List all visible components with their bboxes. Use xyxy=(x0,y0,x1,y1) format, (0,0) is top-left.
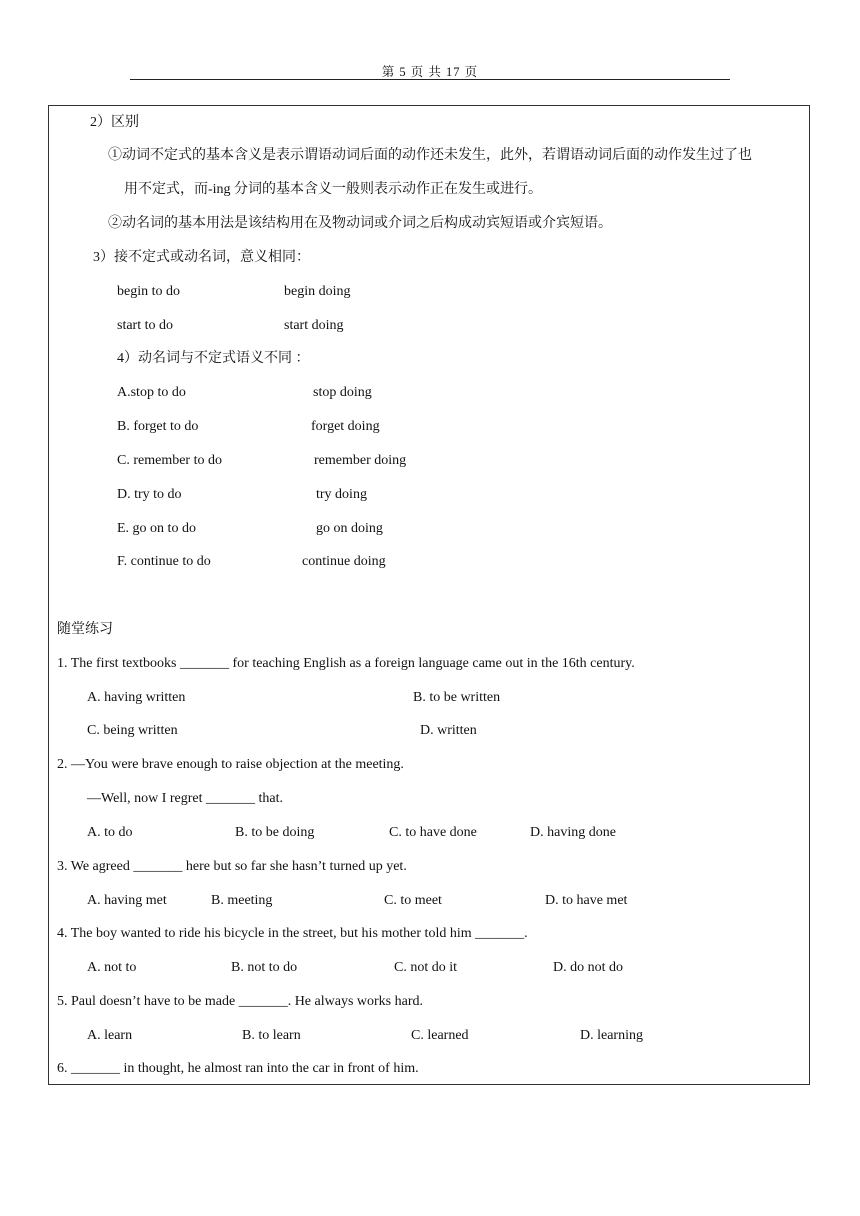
question-5-option-b: B. to learn xyxy=(242,1028,301,1043)
pair-right: go on doing xyxy=(316,521,383,536)
question-2-stem: 2. —You were brave enough to raise objection at the meeting. xyxy=(57,757,404,772)
question-1-option-a: A. having written xyxy=(87,690,186,705)
section-2-paragraph-1-line-2: 用不定式，而-ing 分词的基本含义一般则表示动作正在发生或进行。 xyxy=(124,182,543,197)
question-4-option-d: D. do not do xyxy=(553,960,623,975)
pair-left: start to do xyxy=(117,318,173,333)
pair-left: A.stop to do xyxy=(117,385,186,400)
question-2-option-a: A. to do xyxy=(87,825,133,840)
pair-right: remember doing xyxy=(314,453,407,468)
question-6-stem: 6. _______ in thought, he almost ran into the car in front of him. xyxy=(57,1061,419,1076)
section-2-title: 2）区别 xyxy=(90,115,139,130)
pair-right: try doing xyxy=(316,487,367,502)
page-number-header: 第 5 页 共 17 页 xyxy=(381,65,479,79)
pair-right: forget doing xyxy=(311,419,380,434)
pair-left: E. go on to do xyxy=(117,521,196,536)
question-1-option-c: C. being written xyxy=(87,723,178,738)
exercise-title: 随堂练习 xyxy=(57,622,113,637)
question-5-option-d: D. learning xyxy=(580,1028,643,1043)
question-3-option-d: D. to have met xyxy=(545,893,628,908)
pair-right: start doing xyxy=(284,318,344,333)
header-rule xyxy=(130,79,730,80)
question-3-stem: 3. We agreed _______ here but so far she hasn’t turned up yet. xyxy=(57,859,407,874)
question-2-option-b: B. to be doing xyxy=(235,825,315,840)
question-1-option-d: D. written xyxy=(420,723,477,738)
pair-left: F. continue to do xyxy=(117,554,211,569)
pair-right: stop doing xyxy=(313,385,372,400)
pair-right: begin doing xyxy=(284,284,351,299)
question-3-option-c: C. to meet xyxy=(384,893,442,908)
question-1-option-b: B. to be written xyxy=(413,690,501,705)
question-4-option-b: B. not to do xyxy=(231,960,298,975)
question-2-option-d: D. having done xyxy=(530,825,616,840)
section-3-title: 3）接不定式或动名词，意义相同： xyxy=(93,250,310,265)
question-4-option-a: A. not to xyxy=(87,960,137,975)
question-3-option-b: B. meeting xyxy=(211,893,273,908)
pair-right: continue doing xyxy=(302,554,386,569)
question-2-option-c: C. to have done xyxy=(389,825,477,840)
question-5-option-a: A. learn xyxy=(87,1028,133,1043)
question-2-stem-reply: —Well, now I regret _______ that. xyxy=(87,791,283,806)
question-5-option-c: C. learned xyxy=(411,1028,469,1043)
question-3-option-a: A. having met xyxy=(87,893,167,908)
section-2-paragraph-1-line-1: ①动词不定式的基本含义是表示谓语动词后面的动作还未发生，此外，若谓语动词后面的动作发生过了也 xyxy=(108,148,752,163)
question-4-stem: 4. The boy wanted to ride his bicycle in the street, but his mother told him _______. xyxy=(57,926,528,941)
section-4-title: 4）动名词与不定式语义不同 ： xyxy=(117,351,310,366)
pair-left: B. forget to do xyxy=(117,419,199,434)
pair-left: D. try to do xyxy=(117,487,182,502)
pair-left: C. remember to do xyxy=(117,453,222,468)
question-5-stem: 5. Paul doesn’t have to be made _______. He always works hard. xyxy=(57,994,423,1009)
pair-left: begin to do xyxy=(117,284,180,299)
section-2-paragraph-2: ②动名词的基本用法是该结构用在及物动词或介词之后构成动宾短语或介宾短语。 xyxy=(108,216,612,231)
question-1-stem: 1. The first textbooks _______ for teaching English as a foreign language came out in the 16th century. xyxy=(57,656,635,671)
question-4-option-c: C. not do it xyxy=(394,960,458,975)
